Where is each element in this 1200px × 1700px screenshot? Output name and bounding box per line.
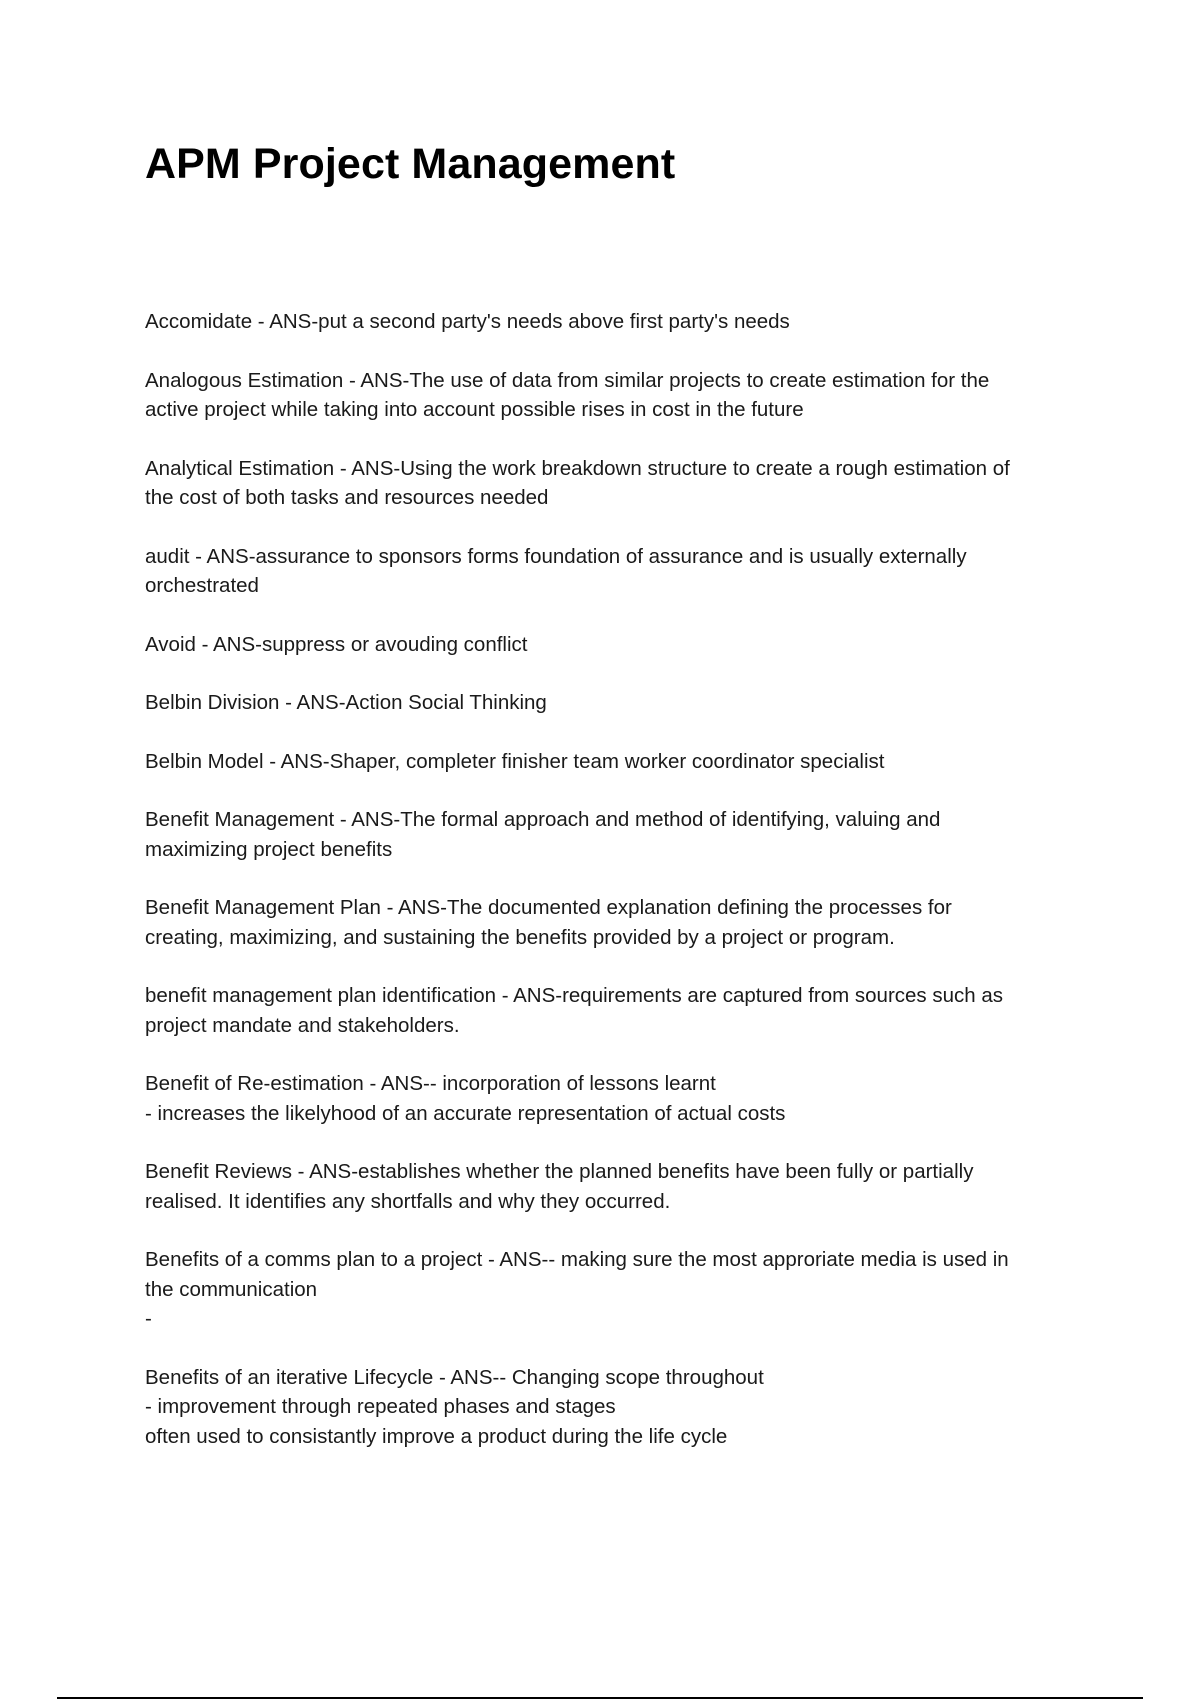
glossary-entry: Benefits of a comms plan to a project - ANS-- making sure the most approriate media is used in the communication - [145, 1248, 1009, 1330]
page-title: APM Project Management [145, 140, 676, 188]
glossary-entry: Analytical Estimation - ANS-Using the work breakdown structure to create a rough estimation of the cost of both tasks and resources needed [145, 456, 1010, 509]
glossary-entry: Benefit Management - ANS-The formal approach and method of identifying, valuing and maximizing project benefits [145, 808, 941, 861]
glossary-entry: Accomidate - ANS-put a second party's needs above first party's needs [145, 310, 790, 333]
footer-divider [57, 1697, 1143, 1699]
glossary-entry: Avoid - ANS-suppress or avouding conflict [145, 632, 528, 656]
glossary-entry: benefit management plan identification - ANS-requirements are captured from sources such as project mandate and stakeholders. [145, 984, 1004, 1037]
glossary-entry: Belbin Model - ANS-Shaper, completer finisher team worker coordinator specialist [145, 749, 885, 773]
glossary-entry: Benefit of Re-estimation - ANS-- incorporation of lessons learnt - increases the likelyhood of an accurate representation of actual costs [145, 1072, 786, 1125]
glossary-entry: Benefits of an iterative Lifecycle - ANS-- Changing scope throughout - improvement through repeated phases and stages often used to consistantly improve a product during the life cycle [145, 1365, 764, 1448]
glossary-entry: Benefit Reviews - ANS-establishes whether the planned benefits have been fully or partially realised. It identifies any shortfalls and why they occurred. [145, 1160, 974, 1213]
glossary-entry: Benefit Management Plan - ANS-The documented explanation defining the processes for creating, maximizing, and sustaining the benefits provided by a project or program. [145, 896, 952, 949]
glossary-entry: Belbin Division - ANS-Action Social Thinking [145, 691, 547, 714]
glossary-entry: Analogous Estimation - ANS-The use of data from similar projects to create estimation for the active project while taking into account possible rises in cost in the future [145, 368, 990, 421]
glossary-list [145, 307, 1095, 1480]
glossary-entry: audit - ANS-assurance to sponsors forms foundation of assurance and is usually externally orchestrated [145, 544, 967, 597]
